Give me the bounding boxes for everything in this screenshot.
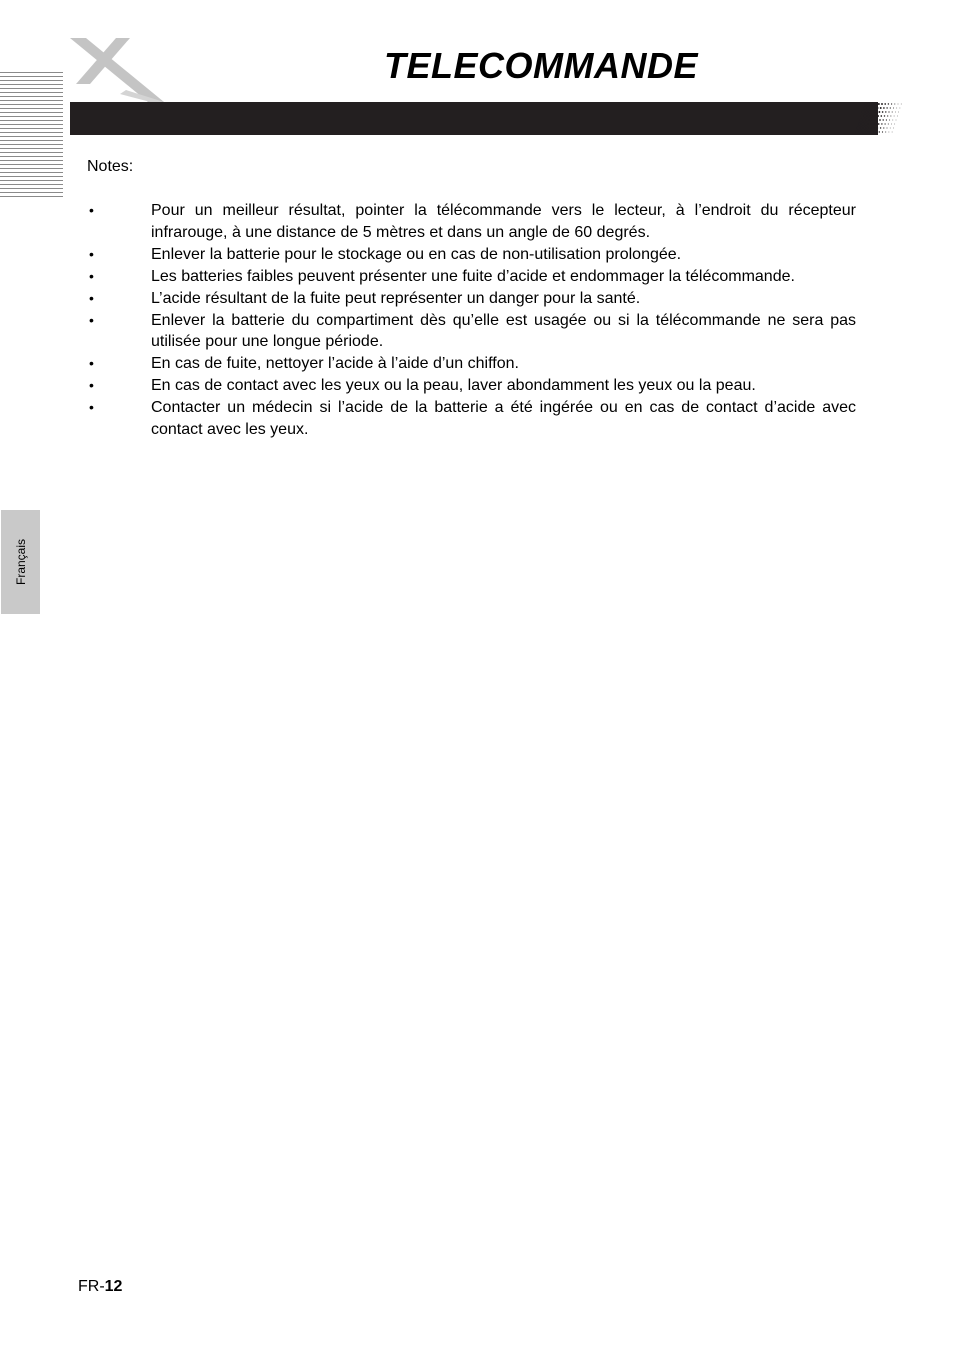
side-stripes-decoration: [0, 72, 63, 200]
header-bar: [70, 102, 902, 135]
list-item: [87, 397, 856, 440]
list-item-text: Enlever la batterie pour le stockage ou en cas de non-utilisation prolongée.: [151, 245, 682, 263]
language-label: Français: [13, 538, 28, 586]
page-prefix: FR-: [78, 1278, 105, 1295]
list-item: [87, 266, 856, 288]
list-item-text: Contacter un médecin si l’acide de la batterie a été ingérée ou en cas de contact d’acide avec contact avec les yeux.: [151, 399, 856, 438]
brand-x-logo-icon: [66, 36, 176, 106]
list-item-text: Enlever la batterie du compartiment dès qu’elle est usagée ou si la télécommande ne sera pas utilisée pour une longue période.: [151, 311, 856, 350]
bullet-icon: •: [89, 377, 94, 393]
bullet-icon: •: [89, 355, 94, 371]
bullet-icon: •: [89, 267, 94, 284]
bullet-icon: •: [89, 245, 94, 262]
bullet-icon: •: [89, 399, 94, 415]
list-item: [87, 288, 856, 310]
bullet-icon: •: [89, 202, 94, 218]
list-item: [87, 244, 856, 266]
list-item: [87, 200, 856, 243]
notes-list: [87, 200, 856, 441]
bullet-icon: •: [89, 311, 94, 328]
list-item-text: En cas de contact avec les yeux ou la peau, laver abondamment les yeux ou la peau.: [151, 377, 756, 394]
list-item: [87, 353, 856, 375]
list-item: [87, 310, 856, 353]
page-footer: [78, 1277, 122, 1297]
list-item-text: Les batteries faibles peuvent présenter une fuite d’acide et endommager la télécommande.: [151, 267, 795, 285]
list-item-text: L’acide résultant de la fuite peut représenter un danger pour la santé.: [151, 289, 641, 307]
list-item: [87, 375, 856, 397]
list-item-text: En cas de fuite, nettoyer l’acide à l’aide d’un chiffon.: [151, 355, 519, 372]
list-item-text: Pour un meilleur résultat, pointer la télécommande vers le lecteur, à l’endroit du récepteur infrarouge, à une distance de 5 mètres et dans un angle de 60 degrés.: [151, 202, 856, 241]
language-tab: [1, 510, 40, 614]
page-title: TELECOMMANDE: [384, 45, 698, 86]
notes-label: Notes:: [87, 158, 134, 175]
page-number: 12: [104, 1278, 123, 1295]
bullet-icon: •: [89, 289, 94, 306]
